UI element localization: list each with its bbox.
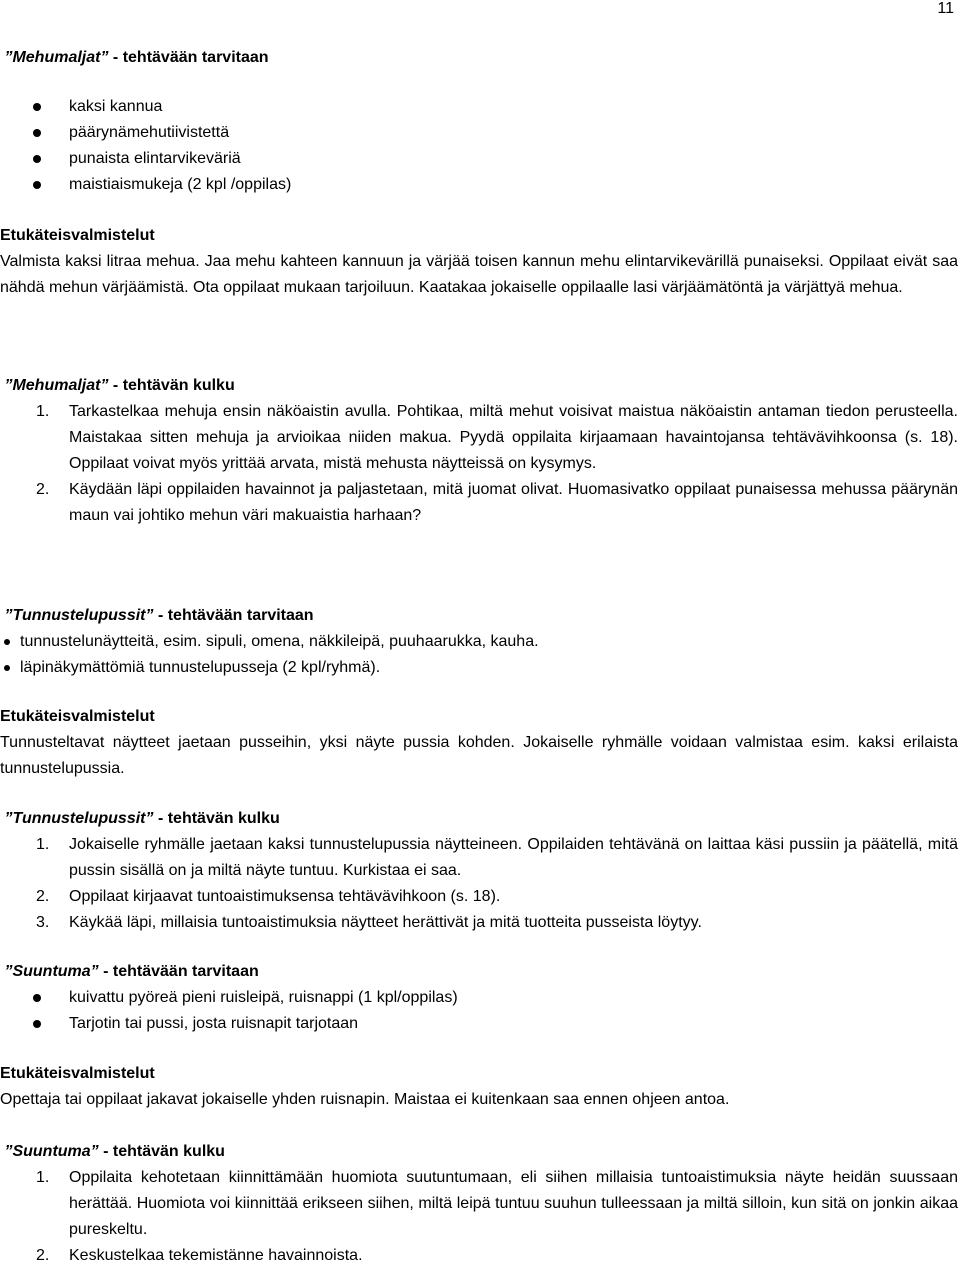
list-item: kaksi kannua — [0, 94, 958, 120]
step-text: Käykää läpi, millaisia tuntoaistimuksia näytteet herättivät ja mitä tuotteita pusseista löytyy. — [69, 914, 702, 931]
page-number: 11 — [937, 0, 954, 17]
heading-quoted-name: ”Suuntuma” — [0, 1143, 99, 1160]
step-number: 2. — [36, 888, 50, 905]
step-text: Käydään läpi oppilaiden havainnot ja paljastetaan, mitä juomat olivat. Huomasivatko oppilaat punaisessa mehussa päärynän maun vai johtiko mehun väri makuaistia harhaan? — [69, 481, 958, 524]
section-heading — [0, 45, 958, 71]
list-item: Tarjotin tai pussi, josta ruisnapit tarjotaan — [0, 1011, 958, 1037]
list-item: maistiaismukeja (2 kpl /oppilas) — [0, 172, 958, 198]
steps-list — [0, 1165, 958, 1269]
list-item: punaista elintarvikeväriä — [0, 146, 958, 172]
heading-quoted-name: ”Mehumaljat” — [0, 377, 109, 394]
steps-list — [0, 832, 958, 936]
heading-rest: - tehtävään tarvitaan — [112, 49, 269, 66]
heading-rest: - tehtävään tarvitaan — [157, 607, 314, 624]
prep-text: Tunnusteltavat näytteet jaetaan pusseihin, yksi näyte pussia kohden. Jokaiselle ryhmälle voidaan valmistaa esim. kaksi erilaista tunnustelupussia. — [0, 734, 958, 777]
step-text: Keskustelkaa tekemistänne havainnoista. — [69, 1247, 363, 1264]
heading-quoted-name: ”Tunnustelupussit” — [0, 810, 154, 827]
list-item: tunnustelunäytteitä, esim. sipuli, omena, näkkileipä, puuhaarukka, kauha. — [0, 629, 958, 655]
list-item — [0, 910, 958, 936]
list-item — [0, 832, 958, 884]
step-number: 2. — [36, 481, 50, 498]
prep-text: Valmista kaksi litraa mehua. Jaa mehu kahteen kannuun ja värjää toisen kannun mehu elintarvikevärillä punaiseksi. Oppilaat eivät saa nähdä mehun värjäämistä. Ota oppilaat mukaan tarjoiluun. Kaatakaa jokaiselle oppilaalle lasi värjäämätöntä ja värjättyä mehua. — [0, 253, 958, 296]
supplies-list — [0, 94, 958, 198]
section-tunnustelupussit-supplies — [0, 603, 958, 782]
section-heading — [0, 959, 958, 985]
heading-rest: - tehtävän kulku — [157, 810, 280, 827]
section-heading — [0, 603, 958, 629]
step-number: 1. — [36, 836, 50, 853]
heading-rest: - tehtävän kulku — [103, 1143, 225, 1160]
heading-quoted-name: ”Tunnustelupussit” — [0, 607, 154, 624]
step-number: 2. — [36, 1247, 50, 1264]
list-item — [0, 477, 958, 529]
section-mehumaljat-steps — [0, 373, 958, 529]
section-suuntuma-steps — [0, 1139, 958, 1269]
section-suuntuma-supplies — [0, 959, 958, 1113]
step-number: 1. — [36, 1169, 50, 1186]
heading-rest: - tehtävän kulku — [112, 377, 235, 394]
list-item — [0, 1243, 958, 1269]
list-item — [0, 884, 958, 910]
heading-rest: - tehtävään tarvitaan — [103, 963, 259, 980]
step-number: 3. — [36, 914, 50, 931]
prep-heading: Etukäteisvalmistelut — [0, 227, 155, 244]
supplies-list — [0, 985, 958, 1037]
supplies-list — [0, 629, 958, 681]
step-number: 1. — [36, 403, 50, 420]
step-text: Tarkastelkaa mehuja ensin näköaistin avulla. Pohtikaa, miltä mehut voisivat maistua näköaistin antaman tiedon perusteella. Maistakaa sitten mehuja ja arvioikaa niiden makua. Pyydä oppilaita kirjaamaan havaintojansa tehtävävihkoonsa (s. 18). Oppilaat voivat myös yrittää arvata, mistä mehusta näytteissä on kysymys. — [69, 403, 958, 472]
section-tunnustelupussit-steps — [0, 806, 958, 936]
list-item: läpinäkymättömiä tunnustelupusseja (2 kpl/ryhmä). — [0, 655, 958, 681]
step-text: Oppilaat kirjaavat tuntoaistimuksensa tehtävävihkoon (s. 18). — [69, 888, 501, 905]
list-item — [0, 399, 958, 477]
section-heading — [0, 1139, 958, 1165]
steps-list — [0, 399, 958, 529]
section-heading — [0, 806, 958, 832]
heading-quoted-name: ”Suuntuma” — [0, 963, 99, 980]
section-heading — [0, 373, 958, 399]
prep-heading: Etukäteisvalmistelut — [0, 708, 155, 725]
list-item: päärynämehutiivistettä — [0, 120, 958, 146]
prep-heading: Etukäteisvalmistelut — [0, 1065, 155, 1082]
list-item — [0, 1165, 958, 1243]
step-text: Oppilaita kehotetaan kiinnittämään huomiota suutuntumaan, eli siihen millaisia tuntoaistimuksia näyte heidän suussaan herättää. Huomiota voi kiinnittää erikseen siihen, miltä leipä tuntuu suuhun tulleessaan ja miltä silloin, kun sitä on jonkin aikaa pureskeltu. — [69, 1169, 958, 1238]
prep-text: Opettaja tai oppilaat jakavat jokaiselle yhden ruisnapin. Maistaa ei kuitenkaan saa ennen ohjeen antoa. — [0, 1091, 730, 1108]
heading-quoted-name: ”Mehumaljat” — [0, 49, 109, 66]
list-item: kuivattu pyöreä pieni ruisleipä, ruisnappi (1 kpl/oppilas) — [0, 985, 958, 1011]
section-mehumaljat-supplies — [0, 45, 958, 301]
step-text: Jokaiselle ryhmälle jaetaan kaksi tunnustelupussia näytteineen. Oppilaiden tehtävänä on laittaa käsi pussiin ja päätellä, mitä pussin sisällä on ja miltä näyte tuntuu. Kurkistaa ei saa. — [69, 836, 958, 879]
